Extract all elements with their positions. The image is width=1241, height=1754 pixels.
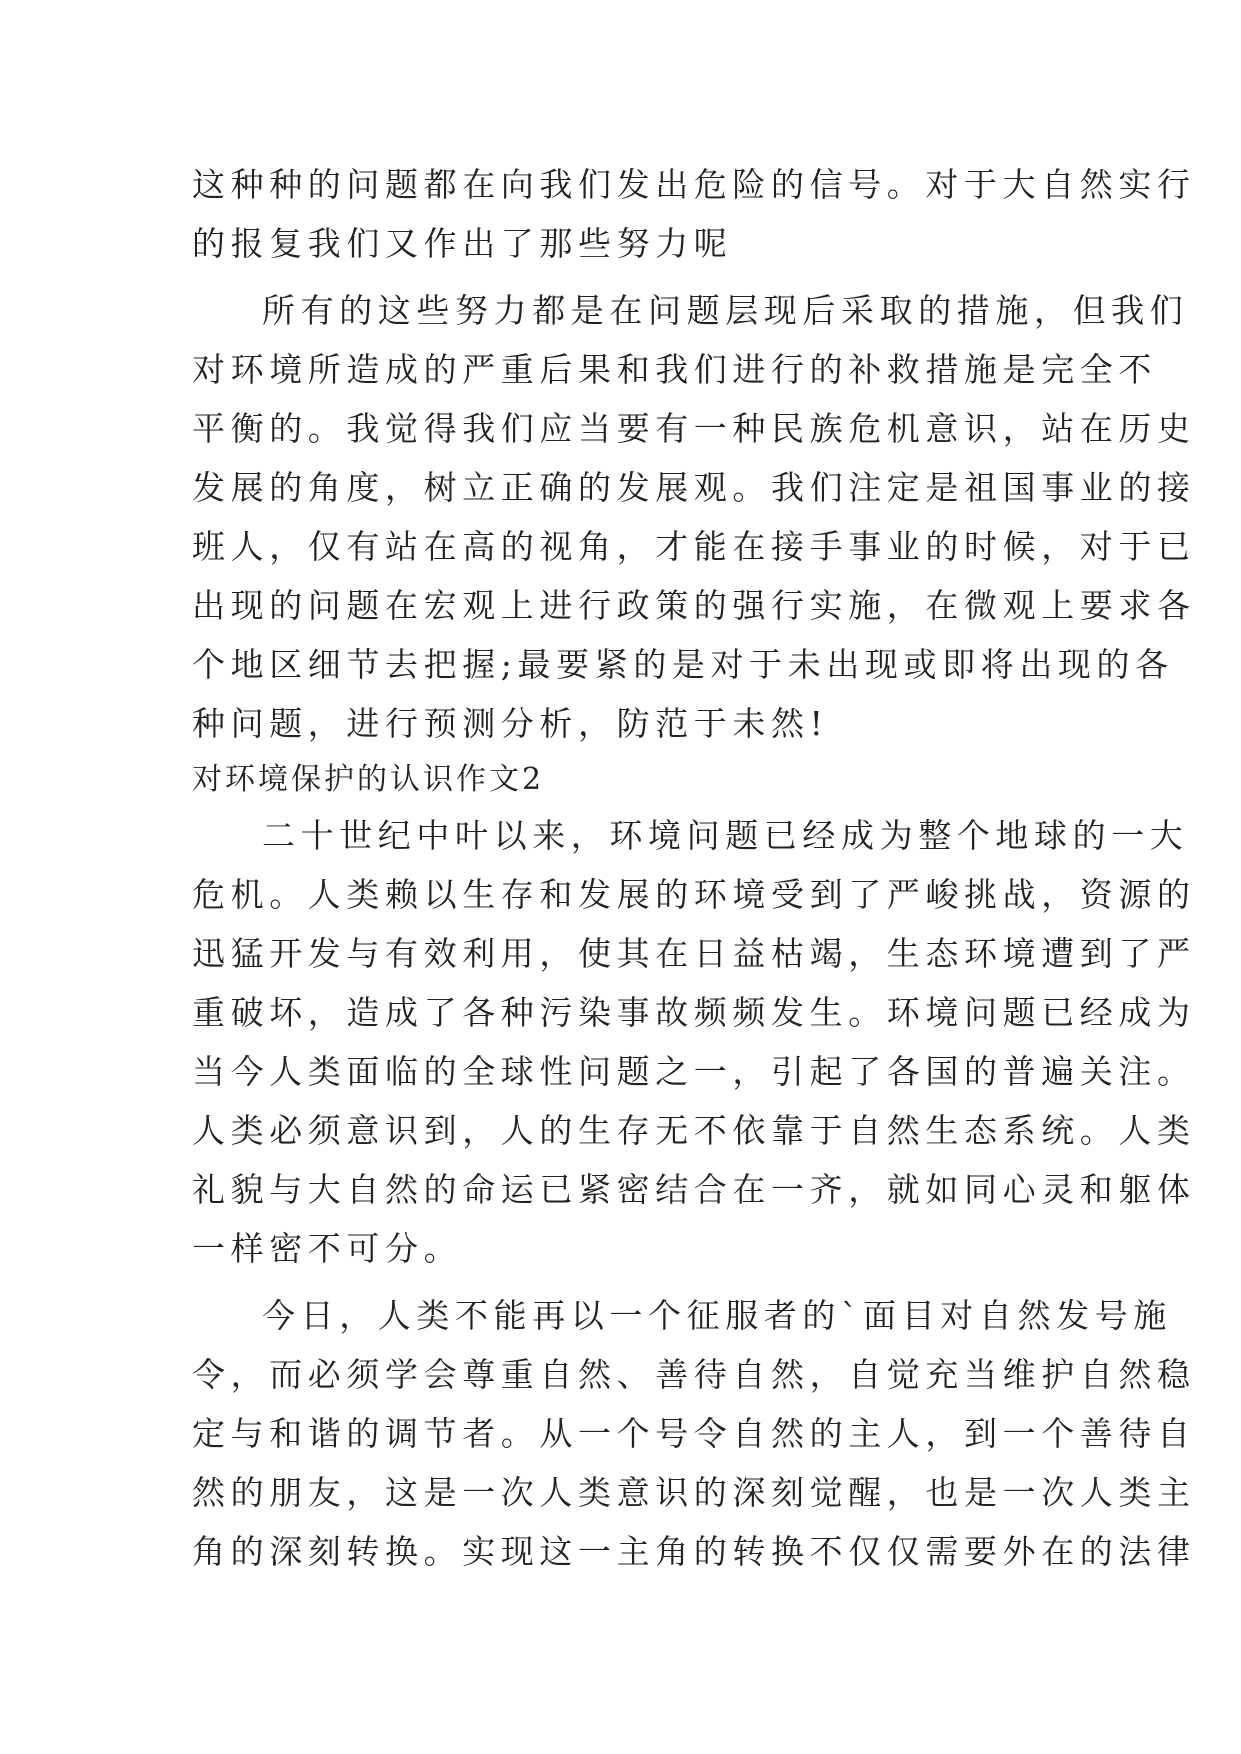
text-line: 令，而必须学会尊重自然、善待自然，自觉充当维护自然稳: [192, 1355, 1196, 1394]
text-line: 这种种的问题都在向我们发出危险的信号。对于大自然实行: [192, 165, 1196, 204]
text-line: 重破坏，造成了各种污染事故频频发生。环境问题已经成为: [192, 993, 1196, 1032]
text-line: 的报复我们又作出了那些努力呢: [192, 224, 733, 263]
text-line: 危机。人类赖以生存和发展的环境受到了严峻挑战，资源的: [192, 875, 1196, 914]
text-line: 角的深刻转换。实现这一主角的转换不仅仅需要外在的法律: [192, 1532, 1196, 1571]
text-line: 定与和谐的调节者。从一个号令自然的主人，到一个善待自: [192, 1414, 1196, 1453]
document-body: [192, 155, 1196, 1581]
paragraph: [192, 806, 1196, 1278]
text-line: 迅猛开发与有效利用，使其在日益枯竭，生态环境遭到了严: [192, 934, 1196, 973]
paragraph: [192, 155, 1196, 273]
text-line: 个地区细节去把握;最要紧的是对于未出现或即将出现的各: [192, 645, 1174, 684]
text-line: 然的朋友，这是一次人类意识的深刻觉醒，也是一次人类主: [192, 1473, 1196, 1512]
text-line: 一样密不可分。: [192, 1229, 463, 1268]
section-heading: 对环境保护的认识作文2: [192, 762, 545, 797]
text-line: 人类必须意识到，人的生存无不依靠于自然生态系统。人类: [192, 1111, 1196, 1150]
text-line: 平衡的。我觉得我们应当要有一种民族危机意识，站在历史: [192, 409, 1196, 448]
text-line: 当今人类面临的全球性问题之一，引起了各国的普遍关注。: [192, 1052, 1196, 1091]
text-line: 班人，仅有站在高的视角，才能在接手事业的时候，对于已: [192, 527, 1196, 566]
text-line: 今日，人类不能再以一个征服者的`面目对自然发号施: [262, 1296, 1172, 1335]
paragraph: [192, 281, 1196, 753]
text-line: 对环境所造成的严重后果和我们进行的补救措施是完全不: [192, 350, 1157, 389]
text-line: 种问题，进行预测分析，防范于未然!: [192, 704, 829, 743]
text-line: 礼貌与大自然的命运已紧密结合在一齐，就如同心灵和躯体: [192, 1170, 1196, 1209]
text-line: 二十世纪中叶以来，环境问题已经成为整个地球的一大: [262, 816, 1189, 855]
text-line: 出现的问题在宏观上进行政策的强行实施，在微观上要求各: [192, 586, 1196, 625]
paragraph: [192, 1286, 1196, 1581]
text-line: 发展的角度，树立正确的发展观。我们注定是祖国事业的接: [192, 468, 1196, 507]
text-line: 所有的这些努力都是在问题层现后采取的措施，但我们: [262, 291, 1189, 330]
